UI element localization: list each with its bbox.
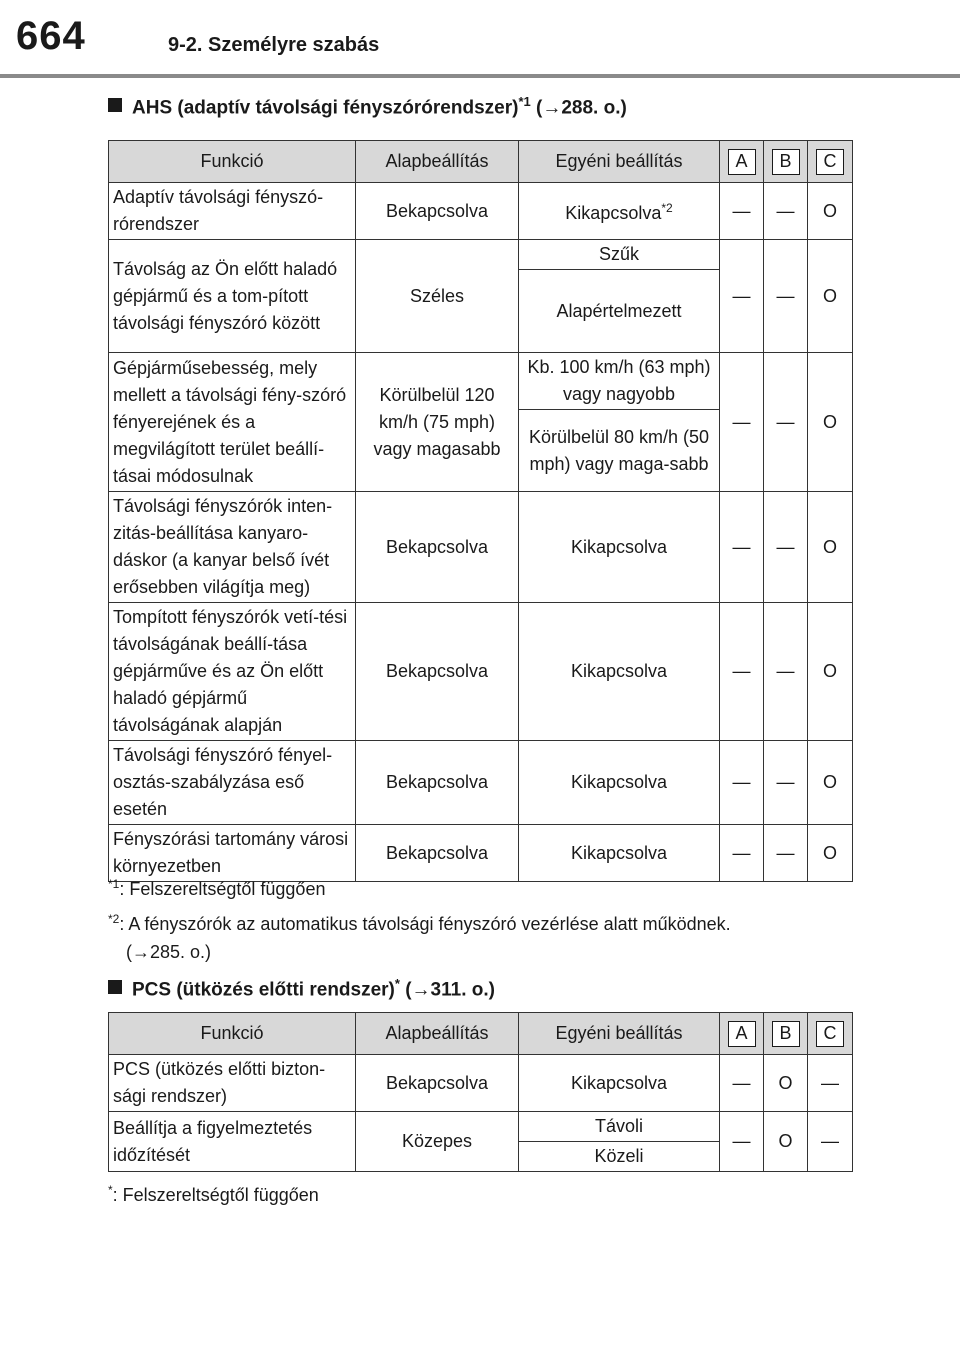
footnote-text: : Felszereltségtől függően (119, 879, 326, 899)
a-cell: — (720, 1112, 764, 1172)
function-cell: Távolsági fényszóró fényel-osztás-szabályzása eső esetén (109, 741, 356, 825)
function-cell: Adaptív távolsági fényszó-rórendszer (109, 183, 356, 240)
default-cell: Körülbelül 120 km/h (75 mph) vagy magasabb (356, 353, 519, 492)
header-rule (0, 74, 960, 78)
custom-cell: Kikapcsolva (519, 603, 720, 741)
a-cell: — (720, 492, 764, 603)
custom-cell: Kikapcsolva (519, 1055, 720, 1112)
table-header-row (109, 1013, 853, 1055)
footnote-mark: *2 (661, 201, 673, 215)
b-cell: — (764, 240, 808, 353)
c-cell: — (808, 1055, 853, 1112)
table-row (109, 492, 853, 603)
custom-cell: Körülbelül 80 km/h (50 mph) vagy maga-sabb (519, 410, 720, 492)
c-cell: — (808, 1112, 853, 1172)
footnote-2 (108, 905, 731, 966)
footnote-text: : A fényszórók az automatikus távolsági fényszóró vezérlése alatt működnek. (119, 914, 731, 934)
a-badge: A (728, 149, 756, 175)
function-cell: Tompított fényszórók vetí-tési távolságának beállí-tása gépjárműve és az Ön előtt haladó gépjármű távolságának alapján (109, 603, 356, 741)
table-header-row (109, 141, 853, 183)
footnote-mark: *1 (108, 877, 120, 891)
default-cell: Közepes (356, 1112, 519, 1172)
table-row (109, 603, 853, 741)
table-row (109, 353, 853, 410)
function-cell: Gépjárműsebesség, mely mellett a távolsági fény-szóró fényerejének és a megvilágított terület beállí-tásai módosulnak (109, 353, 356, 492)
b-badge: B (772, 1021, 800, 1047)
default-cell: Bekapcsolva (356, 1055, 519, 1112)
custom-value: Kikapcsolva (565, 203, 662, 223)
a-cell: — (720, 353, 764, 492)
ahs-heading-text: AHS (adaptív távolsági fényszórórendszer) (132, 97, 519, 119)
c-badge: C (816, 1021, 844, 1047)
ahs-heading-footnote-mark: *1 (518, 94, 531, 109)
square-bullet-icon (108, 980, 122, 994)
page-header (0, 0, 960, 78)
c-cell: O (808, 741, 853, 825)
pcs-heading (108, 976, 495, 1001)
square-bullet-icon (108, 98, 122, 112)
c-cell: O (808, 603, 853, 741)
pcs-table (108, 1012, 853, 1172)
col-header-a (720, 141, 764, 183)
table-row (109, 1055, 853, 1112)
footnote-1 (108, 870, 325, 903)
table-row (109, 183, 853, 240)
c-cell: O (808, 240, 853, 353)
b-cell: O (764, 1112, 808, 1172)
a-cell: — (720, 240, 764, 353)
col-header-custom: Egyéni beállítás (519, 1013, 720, 1055)
b-cell: — (764, 825, 808, 882)
custom-cell (519, 183, 720, 240)
function-cell: Távolsági fényszórók inten-zitás-beállítása kanyaro-dáskor (a kanyar belső ívét erősebben világítja meg) (109, 492, 356, 603)
footnote-pcs (108, 1176, 319, 1209)
col-header-c (808, 1013, 853, 1055)
section-title: 9-2. Személyre szabás (168, 34, 380, 56)
b-cell: O (764, 1055, 808, 1112)
custom-cell: Közeli (519, 1142, 720, 1172)
b-badge: B (772, 149, 800, 175)
table-row (109, 741, 853, 825)
default-cell: Széles (356, 240, 519, 353)
c-cell: O (808, 353, 853, 492)
a-cell: — (720, 1055, 764, 1112)
function-cell: Fényszórási tartomány városi környezetben (109, 825, 356, 882)
b-cell: — (764, 603, 808, 741)
a-badge: A (728, 1021, 756, 1047)
a-cell: — (720, 183, 764, 240)
c-badge: C (816, 149, 844, 175)
custom-cell: Kb. 100 km/h (63 mph) vagy nagyobb (519, 353, 720, 410)
a-cell: — (720, 603, 764, 741)
a-cell: — (720, 825, 764, 882)
custom-cell: Alapértelmezett (519, 270, 720, 353)
table-row (109, 240, 853, 270)
function-cell: PCS (ütközés előtti bizton-sági rendszer) (109, 1055, 356, 1112)
default-cell: Bekapcsolva (356, 492, 519, 603)
c-cell: O (808, 492, 853, 603)
ahs-heading-ref: (→288. o.) (536, 97, 627, 119)
table-row (109, 1112, 853, 1142)
function-cell: Beállítja a figyelmeztetés időzítését (109, 1112, 356, 1172)
c-cell: O (808, 825, 853, 882)
custom-cell: Kikapcsolva (519, 492, 720, 603)
c-cell: O (808, 183, 853, 240)
ahs-heading (108, 94, 627, 119)
default-cell: Bekapcsolva (356, 603, 519, 741)
default-cell: Bekapcsolva (356, 183, 519, 240)
b-cell: — (764, 492, 808, 603)
custom-cell: Kikapcsolva (519, 825, 720, 882)
col-header-default: Alapbeállítás (356, 1013, 519, 1055)
col-header-a (720, 1013, 764, 1055)
ahs-table (108, 140, 853, 882)
function-cell: Távolság az Ön előtt haladó gépjármű és a tom-pított távolsági fényszóró között (109, 240, 356, 353)
col-header-b (764, 141, 808, 183)
col-header-function: Funkció (109, 1013, 356, 1055)
col-header-c (808, 141, 853, 183)
footnote-mark: *2 (108, 912, 120, 926)
b-cell: — (764, 741, 808, 825)
col-header-default: Alapbeállítás (356, 141, 519, 183)
b-cell: — (764, 353, 808, 492)
custom-cell: Kikapcsolva (519, 741, 720, 825)
page-number: 664 (16, 14, 86, 58)
custom-cell: Távoli (519, 1112, 720, 1142)
default-cell: Bekapcsolva (356, 825, 519, 882)
footnote-mark: * (108, 1183, 113, 1197)
default-cell: Bekapcsolva (356, 741, 519, 825)
col-header-custom: Egyéni beállítás (519, 141, 720, 183)
footnote-text: : Felszereltségtől függően (112, 1185, 319, 1205)
custom-cell: Szűk (519, 240, 720, 270)
pcs-heading-ref: (→311. o.) (405, 979, 495, 1001)
pcs-heading-footnote-mark: * (394, 976, 400, 991)
b-cell: — (764, 183, 808, 240)
a-cell: — (720, 741, 764, 825)
footnote-ref: (→285. o.) (126, 942, 212, 962)
col-header-b (764, 1013, 808, 1055)
col-header-function: Funkció (109, 141, 356, 183)
pcs-heading-text: PCS (ütközés előtti rendszer) (132, 979, 395, 1001)
